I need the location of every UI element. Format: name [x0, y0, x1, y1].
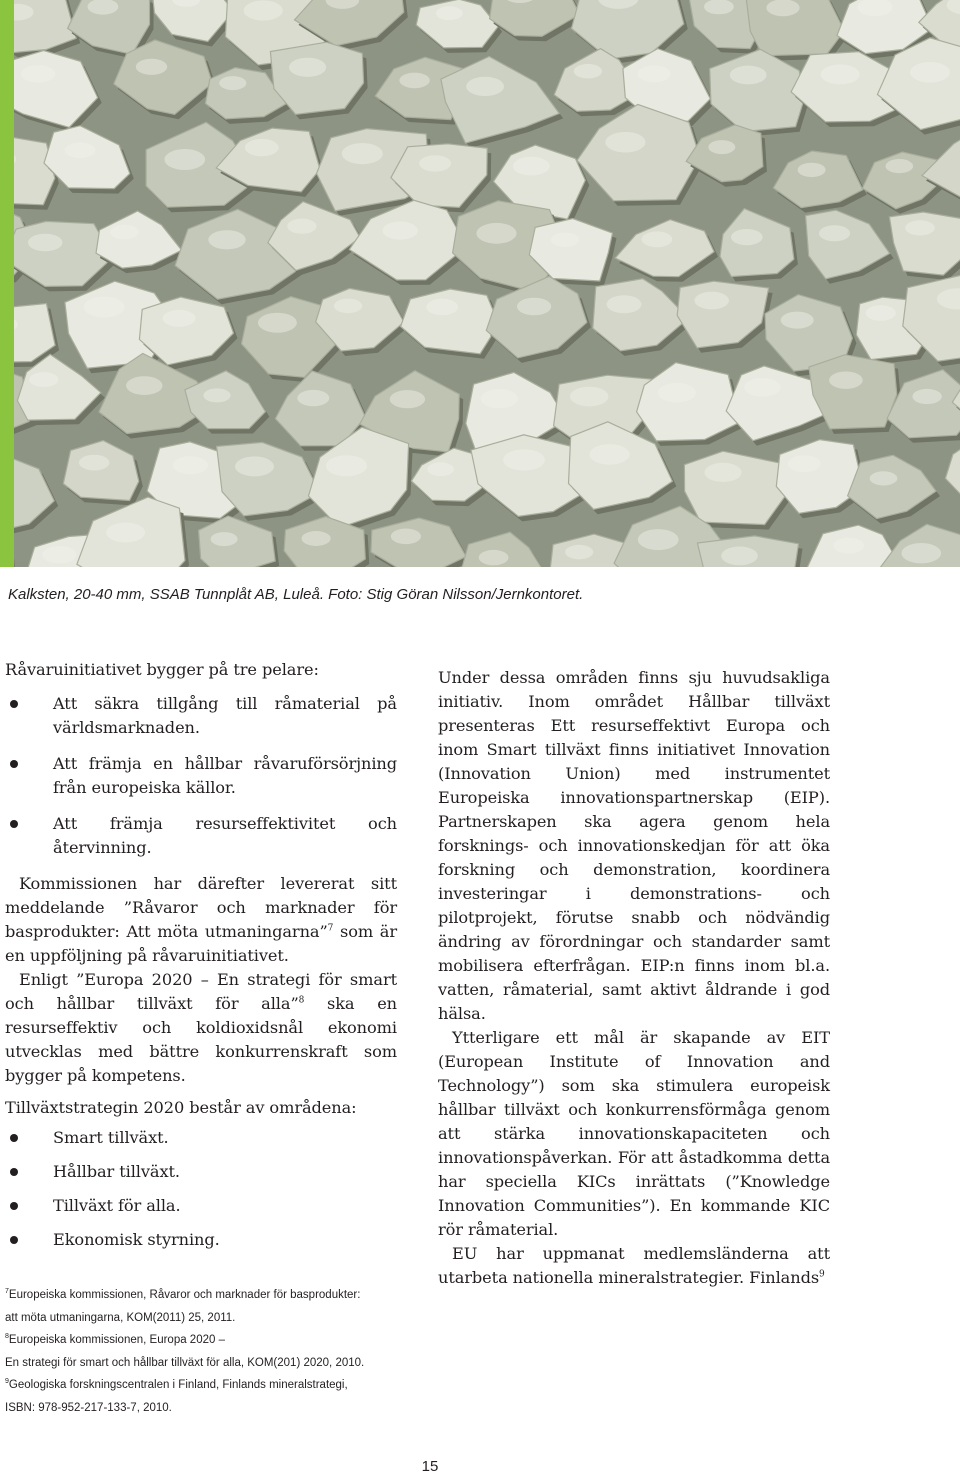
stone-highlight — [28, 234, 62, 252]
stone-highlight — [517, 298, 551, 316]
stone-highlight — [302, 531, 331, 546]
stone-highlight — [565, 545, 593, 560]
stone-highlight — [383, 222, 418, 240]
stone-highlight — [605, 132, 645, 153]
footnote-ref: 7 — [327, 923, 334, 934]
stone-highlight — [866, 305, 896, 321]
stone-highlight — [245, 139, 279, 156]
footnote-number: 7 — [5, 1288, 9, 1296]
paragraph-mineral-strategies — [438, 1242, 830, 1290]
footnote-number: 9 — [5, 1378, 9, 1386]
footnote-9 — [5, 1374, 525, 1397]
footnote-text: ISBN: 978-952-217-133-7, 2010. — [5, 1401, 172, 1414]
footnote-8 — [5, 1329, 525, 1352]
stone-highlight — [136, 59, 167, 75]
footnote-text: att möta utmaningarna, KOM(2011) 25, 2011. — [5, 1311, 236, 1324]
footnotes — [5, 1284, 525, 1419]
stone-highlight — [798, 163, 826, 177]
stone-highlight — [391, 529, 421, 545]
footnote-ref: 9 — [819, 1269, 825, 1280]
stone-highlight — [163, 310, 196, 327]
stone-highlight — [870, 471, 898, 485]
list-item: Att främja en hållbar råvaruförsörjning från europeiska källor. — [5, 752, 397, 800]
paragraph-text: Enligt ”Europa 2020 – En strategi för smart och hållbar tillväxt för alla” — [5, 970, 397, 1013]
footnote-7 — [5, 1284, 525, 1307]
stone-highlight — [513, 157, 550, 176]
pillars-list — [5, 692, 397, 860]
paragraph-initiatives: Under dessa områden finns sju huvudsakliga initiativ. Inom området Hållbar tillväxt presenteras Ett resurseffektivt Europa och inom Smart tillväxt finns initiativet Innovation (Innovation Union) med instrumentet Europeiska innovationspartnerskap (EIP). Partnerskapen ska agera genom hela forsknings- och innovationskedjan för att öka forskning och demonstration, koordinera investeringar i demonstrations- och pilotprojekt, förutse snabb och nödvändig ändring av förordningar och standarder samt mobilisera efterfrågan. EIP:n finns inom bl.a. vatten, råmaterial, samt aktivt åldrande i god hälsa. — [438, 668, 830, 1023]
list-item: Att säkra tillgång till råmaterial på världsmarknaden. — [5, 692, 397, 740]
page-number: 15 — [421, 1458, 439, 1475]
stone-highlight — [781, 312, 814, 329]
limestone-photo — [0, 0, 960, 567]
stone-highlight — [419, 155, 451, 171]
footnote-text: Europeiska kommissionen, Råvaror och marknader för basprodukter: — [8, 1289, 361, 1301]
stone-highlight — [427, 462, 454, 476]
stone-highlight — [902, 543, 942, 563]
stone-highlight — [258, 313, 297, 333]
stone-highlight — [479, 550, 509, 565]
paragraph-text: som är en uppföljning på råvaruinitiativet. — [5, 922, 397, 965]
stone-highlight — [829, 372, 863, 389]
right-column — [438, 666, 830, 1290]
list-item: Att främja resurseffektivitet och återvinning. — [5, 812, 397, 860]
stone-highlight — [326, 455, 367, 476]
stone-highlight — [574, 64, 602, 79]
pillars-lead: Råvaruinitiativet bygger på tre pelare: — [5, 660, 319, 679]
stone-highlight — [905, 220, 935, 235]
stone-highlight — [590, 444, 630, 465]
stone-highlight — [551, 233, 579, 248]
stone-highlight — [570, 387, 609, 407]
stone-highlight — [638, 65, 671, 82]
list-item: Ekonomisk styrning. — [5, 1228, 397, 1252]
stone-highlight — [106, 523, 145, 543]
stone-highlight — [287, 219, 316, 234]
paragraph-europe-2020 — [5, 968, 397, 1088]
stone-highlight — [426, 299, 458, 315]
stone-highlight — [658, 383, 696, 403]
stone-highlight — [642, 231, 673, 247]
list-item: Tillväxt för alla. — [5, 1194, 397, 1218]
stone-highlight — [173, 456, 208, 474]
stone-highlight — [208, 230, 245, 249]
stone-highlight — [399, 73, 429, 89]
stone-highlight — [42, 546, 76, 564]
left-column — [5, 658, 397, 1262]
stone — [684, 451, 788, 524]
stone-highlight — [744, 378, 781, 397]
stone-highlight — [821, 64, 860, 84]
paragraph-commission — [5, 872, 397, 968]
stone-highlight — [244, 0, 283, 20]
stone-highlight — [466, 77, 504, 96]
footnote-text: Europeiska kommissionen, Europa 2020 – — [8, 1334, 225, 1346]
stone-highlight — [436, 6, 463, 20]
paragraph-text: ska en resurseffektiv och koldioxidsnål ekonomi utvecklas med bättre konkurrenskraft som bygger på kompetens. — [5, 994, 397, 1085]
list-item: Hållbar tillväxt. — [5, 1160, 397, 1184]
stone-highlight — [886, 159, 914, 173]
stone-highlight — [730, 66, 767, 85]
photo-caption: Kalksten, 20-40 mm, SSAB Tunnplåt AB, Luleå. Foto: Stig Göran Nilsson/Jernkontoret. — [8, 586, 584, 603]
stone-highlight — [788, 455, 821, 472]
paragraph-eit: Ytterligare ett mål är skapande av EIT (European Institute of Innovation and Technology”) som ska stimulera europeisk hållbar tillväxt och konkurrensförmåga genom att stärka innovationskapaciteten och innovationspåverkan. För att åstadkomma detta har speciella KICs inrättats (”Knowledge Innovation Communities”). En kommande KIC rör råmaterial. — [438, 1028, 830, 1239]
stone-highlight — [503, 449, 545, 470]
stone-highlight — [476, 223, 516, 244]
stone-highlight — [342, 143, 383, 164]
stone-highlight — [203, 388, 230, 402]
stone-highlight — [29, 372, 58, 387]
stone-highlight — [766, 0, 799, 16]
stone-highlight — [289, 58, 326, 77]
footnote-number: 8 — [5, 1333, 9, 1341]
limestone-stones-illustration — [0, 0, 960, 567]
stone-highlight — [721, 547, 758, 566]
stone-highlight — [607, 295, 642, 313]
areas-lead: Tillväxtstrategin 2020 består av områdena: — [5, 1098, 357, 1117]
list-item: Smart tillväxt. — [5, 1126, 397, 1150]
stone-highlight — [164, 149, 205, 170]
stone-highlight — [694, 292, 729, 310]
stone-highlight — [65, 142, 96, 158]
stone-highlight — [334, 299, 362, 314]
stone-highlight — [390, 390, 425, 408]
stone-highlight — [21, 65, 55, 83]
footnote-text: Geologiska forskningscentralen i Finland, Finlands mineralstrategi, — [8, 1379, 348, 1391]
stone-highlight — [481, 389, 519, 408]
paragraph-text: EU har uppmanat medlemsländerna att utarbeta nationella mineralstrategier. Finlands — [438, 1244, 830, 1287]
footnote-ref: 8 — [298, 995, 305, 1006]
accent-bar — [0, 0, 14, 567]
stone-highlight — [731, 229, 763, 245]
stone-highlight — [110, 225, 139, 240]
stone-highlight — [819, 225, 850, 241]
stone-highlight — [910, 62, 950, 83]
stone-highlight — [126, 376, 162, 395]
paragraph-text: Kommissionen har därefter levererat sitt meddelande ”Råvaror och marknader för basprodukter: Att möta utmaningarna” — [5, 874, 397, 941]
stone-highlight — [833, 538, 864, 554]
stone-highlight — [219, 76, 246, 90]
stone-highlight — [704, 463, 741, 482]
stone-highlight — [708, 140, 735, 154]
stone-highlight — [912, 389, 941, 404]
footnote-text: En strategi för smart och hållbar tillväxt för alla, KOM(201) 2020, 2010. — [5, 1356, 365, 1369]
areas-list — [5, 1126, 397, 1252]
stone-highlight — [211, 532, 238, 546]
stone-highlight — [79, 455, 110, 471]
stone-highlight — [235, 456, 274, 476]
stone-highlight — [84, 297, 125, 318]
stone-highlight — [638, 529, 679, 550]
stone-highlight — [297, 390, 329, 406]
